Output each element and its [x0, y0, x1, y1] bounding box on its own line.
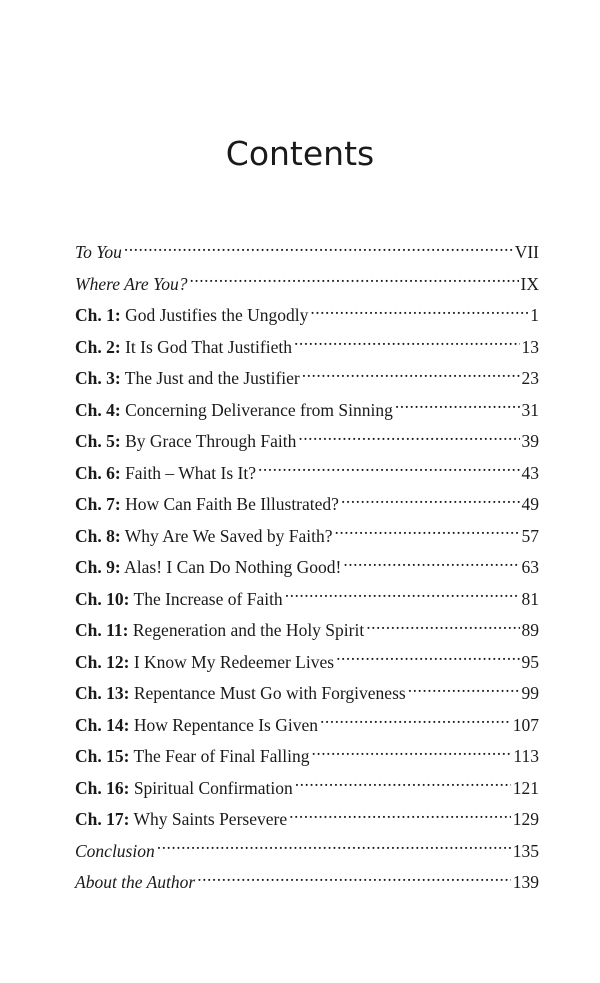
dot-leader	[343, 556, 519, 574]
chapter-number: Ch. 8:	[75, 525, 121, 546]
toc-entry-title: About the Author	[75, 872, 196, 892]
toc-entry[interactable]	[75, 836, 539, 868]
chapter-number: Ch. 16:	[75, 777, 130, 798]
toc-entry[interactable]	[75, 300, 539, 332]
toc-entry-title: The Fear of Final Falling	[133, 746, 310, 766]
toc-entry-heading	[75, 615, 364, 647]
toc-entry-heading	[75, 521, 333, 553]
chapter-number: Ch. 17:	[75, 809, 130, 829]
toc-entry-heading	[75, 773, 293, 805]
chapter-number: Ch. 3:	[75, 368, 121, 388]
dot-leader	[395, 398, 520, 416]
page-number: 95	[521, 651, 539, 672]
page-number: 57	[521, 525, 539, 546]
toc-entry-heading	[75, 584, 283, 616]
chapter-number: Ch. 1:	[75, 305, 121, 325]
dot-leader	[124, 241, 513, 259]
toc-entry[interactable]	[75, 363, 539, 395]
page-number: 63	[521, 557, 539, 577]
page-number: 113	[513, 746, 539, 766]
toc-entry-title: To You	[75, 242, 122, 262]
dot-leader	[320, 713, 511, 731]
page-number: 121	[512, 777, 539, 798]
toc-entry-heading	[75, 867, 195, 899]
chapter-number: Ch. 6:	[75, 462, 121, 483]
dot-leader	[289, 808, 511, 826]
toc-entry-heading	[75, 552, 341, 584]
dot-leader	[336, 650, 519, 668]
table-of-contents	[75, 237, 539, 899]
dot-leader	[335, 524, 520, 542]
page-number: 13	[521, 336, 539, 357]
dot-leader	[302, 367, 520, 385]
toc-entry-title: Conclusion	[75, 840, 155, 861]
toc-entry[interactable]	[75, 584, 539, 616]
page-number: 89	[521, 620, 539, 640]
toc-entry-heading	[75, 647, 334, 679]
toc-entry-title: It Is God That Justifieth	[125, 336, 292, 357]
toc-entry-title: Repentance Must Go with Forgiveness	[133, 683, 406, 703]
dot-leader	[258, 461, 520, 479]
toc-entry-heading	[75, 363, 300, 395]
chapter-number: Ch. 5:	[75, 431, 121, 451]
page-number: 107	[512, 714, 539, 735]
toc-entry-title: Spiritual Confirmation	[133, 777, 293, 798]
toc-entry[interactable]	[75, 804, 539, 836]
page-number: VII	[514, 242, 539, 262]
toc-entry[interactable]	[75, 458, 539, 490]
chapter-number: Ch. 9:	[75, 557, 121, 577]
toc-entry[interactable]	[75, 426, 539, 458]
dot-leader	[295, 776, 511, 794]
chapter-number: Ch. 12:	[75, 651, 130, 672]
toc-entry-title: How Repentance Is Given	[133, 714, 319, 735]
toc-entry-title: The Just and the Justifier	[124, 368, 300, 388]
toc-entry-title: Why Are We Saved by Faith?	[124, 525, 333, 546]
toc-entry-title: Where Are You?	[75, 273, 188, 294]
chapter-number: Ch. 11:	[75, 620, 129, 640]
page-number: 139	[512, 872, 539, 892]
toc-entry[interactable]	[75, 710, 539, 742]
dot-leader	[408, 682, 520, 700]
toc-entry-title: Regeneration and the Holy Spirit	[132, 620, 365, 640]
toc-entry-heading	[75, 395, 393, 427]
toc-entry-heading	[75, 678, 406, 710]
page-number: 81	[521, 588, 539, 609]
toc-entry-heading	[75, 332, 292, 364]
toc-entry[interactable]	[75, 489, 539, 521]
toc-entry-heading	[75, 237, 122, 269]
toc-entry[interactable]	[75, 615, 539, 647]
chapter-number: Ch. 13:	[75, 683, 130, 703]
toc-entry-title: I Know My Redeemer Lives	[133, 651, 335, 672]
toc-entry-heading	[75, 836, 155, 868]
chapter-number: Ch. 14:	[75, 714, 130, 735]
toc-entry[interactable]	[75, 647, 539, 679]
page-number: 1	[530, 305, 539, 325]
page-number: 43	[521, 462, 539, 483]
dot-leader	[189, 272, 518, 290]
page-title: Contents	[225, 134, 375, 174]
page-number: IX	[520, 273, 539, 294]
chapter-number: Ch. 10:	[75, 588, 130, 609]
dot-leader	[197, 871, 511, 889]
toc-entry-title: How Can Faith Be Illustrated?	[125, 494, 339, 514]
dot-leader	[157, 839, 511, 857]
chapter-number: Ch. 2:	[75, 336, 121, 357]
dot-leader	[366, 619, 519, 637]
dot-leader	[310, 304, 528, 322]
toc-entry-heading	[75, 741, 309, 773]
toc-entry-heading	[75, 426, 296, 458]
toc-entry-title: The Increase of Faith	[133, 588, 283, 609]
toc-entry-title: Concerning Deliverance from Sinning	[125, 399, 393, 420]
toc-entry[interactable]	[75, 521, 539, 553]
toc-entry[interactable]	[75, 678, 539, 710]
toc-entry-title: Faith – What Is It?	[125, 462, 256, 483]
toc-entry[interactable]	[75, 395, 539, 427]
toc-entry-heading	[75, 269, 187, 301]
dot-leader	[298, 430, 519, 448]
page-number: 39	[521, 431, 539, 451]
toc-entry[interactable]	[75, 867, 539, 899]
toc-entry-title: Alas! I Can Do Nothing Good!	[124, 557, 342, 577]
page-number: 129	[512, 809, 539, 829]
toc-entry-title: Why Saints Persevere	[133, 809, 288, 829]
dot-leader	[341, 493, 520, 511]
toc-entry-heading	[75, 458, 256, 490]
chapter-number: Ch. 7:	[75, 494, 121, 514]
toc-entry-heading	[75, 804, 287, 836]
dot-leader	[294, 335, 520, 353]
toc-entry[interactable]	[75, 773, 539, 805]
toc-entry-title: God Justifies the Ungodly	[125, 305, 309, 325]
dot-leader	[311, 745, 511, 763]
page-number: 99	[521, 683, 539, 703]
page-number: 23	[521, 368, 539, 388]
chapter-number: Ch. 4:	[75, 399, 121, 420]
toc-entry[interactable]	[75, 332, 539, 364]
toc-entry-title: By Grace Through Faith	[125, 431, 297, 451]
page-number: 49	[521, 494, 539, 514]
toc-entry[interactable]	[75, 237, 539, 269]
dot-leader	[285, 587, 520, 605]
toc-entry-heading	[75, 489, 339, 521]
toc-entry-heading	[75, 300, 308, 332]
toc-entry-heading	[75, 710, 318, 742]
chapter-number: Ch. 15:	[75, 746, 130, 766]
toc-entry[interactable]	[75, 552, 539, 584]
toc-entry[interactable]	[75, 269, 539, 301]
toc-entry[interactable]	[75, 741, 539, 773]
page-number: 31	[521, 399, 539, 420]
page-number: 135	[512, 840, 539, 861]
